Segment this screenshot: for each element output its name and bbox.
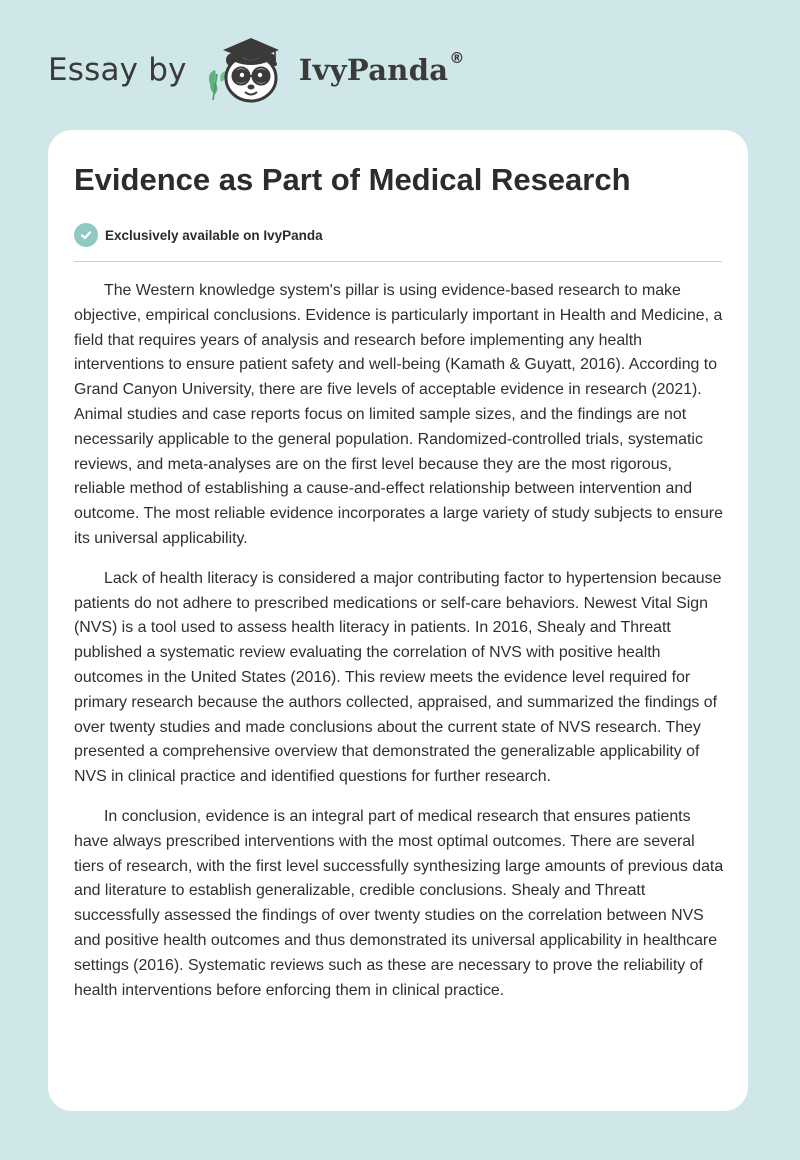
divider [74,261,722,262]
essay-card [48,130,748,1111]
paragraph: In conclusion, evidence is an integral part of medical research that ensures patients have always prescribed interventions with the most optimal outcomes. There are several tiers of research, with the first level successfully synthesizing large amounts of previous data and literature to establish generalizable, credible conclusions. Shealy and Threatt successfully assessed the findings of over twenty studies on the correlation between NVS and positive health outcomes and thus demonstrated its universal applicability in healthcare settings (2016). Systematic reviews such as these are necessary to prove the reliability of health interventions before enforcing them in clinical practice. [74,807,724,999]
paragraph: Lack of health literacy is considered a major contributing factor to hypertension because patients do not adhere to prescribed medications or self-care behaviors. Newest Vital Sign (NVS) is a tool used to assess health literacy in patients. In 2016, Shealy and Threatt published a systematic review evaluating the correlation of NVS with positive health outcomes in the United States (2016). This review meets the evidence level required for primary research because the authors collected, appraised, and summarized the findings of over twenty studies and made conclusions about the current state of NVS research. They presented a comprehensive overview that demonstrated the generalizable applicability of NVS in clinical practice and identified questions for further research. [74,569,722,786]
essay-body [74,279,726,1018]
brand-name[interactable] [298,49,465,87]
paragraph: The Western knowledge system's pillar is using evidence-based research to make objective, empirical conclusions. Evidence is particularly important in Health and Medicine, a field that requires years of analysis and research before implementing any health interventions to ensure patient safety and well-being (Kamath & Guyatt, 2016). According to Grand Canyon University, there are five levels of acceptable evidence in research (2021). Animal studies and case reports focus on limited sample sizes, and the findings are not necessarily applicable to the general population. Randomized-controlled trials, systematic reviews, and meta-analyses are on the first level because they are the most rigorous, reliable method of establishing a cause-and-effect relationship between intervention and outcome. The most reliable evidence incorporates a large variety of study subjects to ensure its universal applicability. [74,282,723,547]
site-header [48,30,465,110]
essay-by-label: Essay by [48,52,187,88]
brand-text: IvyPanda [298,53,449,87]
panda-graduate-logo-icon[interactable] [201,30,293,110]
page-title: Evidence as Part of Medical Research [74,162,631,197]
exclusive-badge [74,223,323,247]
exclusive-label: Exclusively available on IvyPanda [105,227,323,243]
registered-mark: ® [449,49,465,67]
check-icon [74,223,98,247]
